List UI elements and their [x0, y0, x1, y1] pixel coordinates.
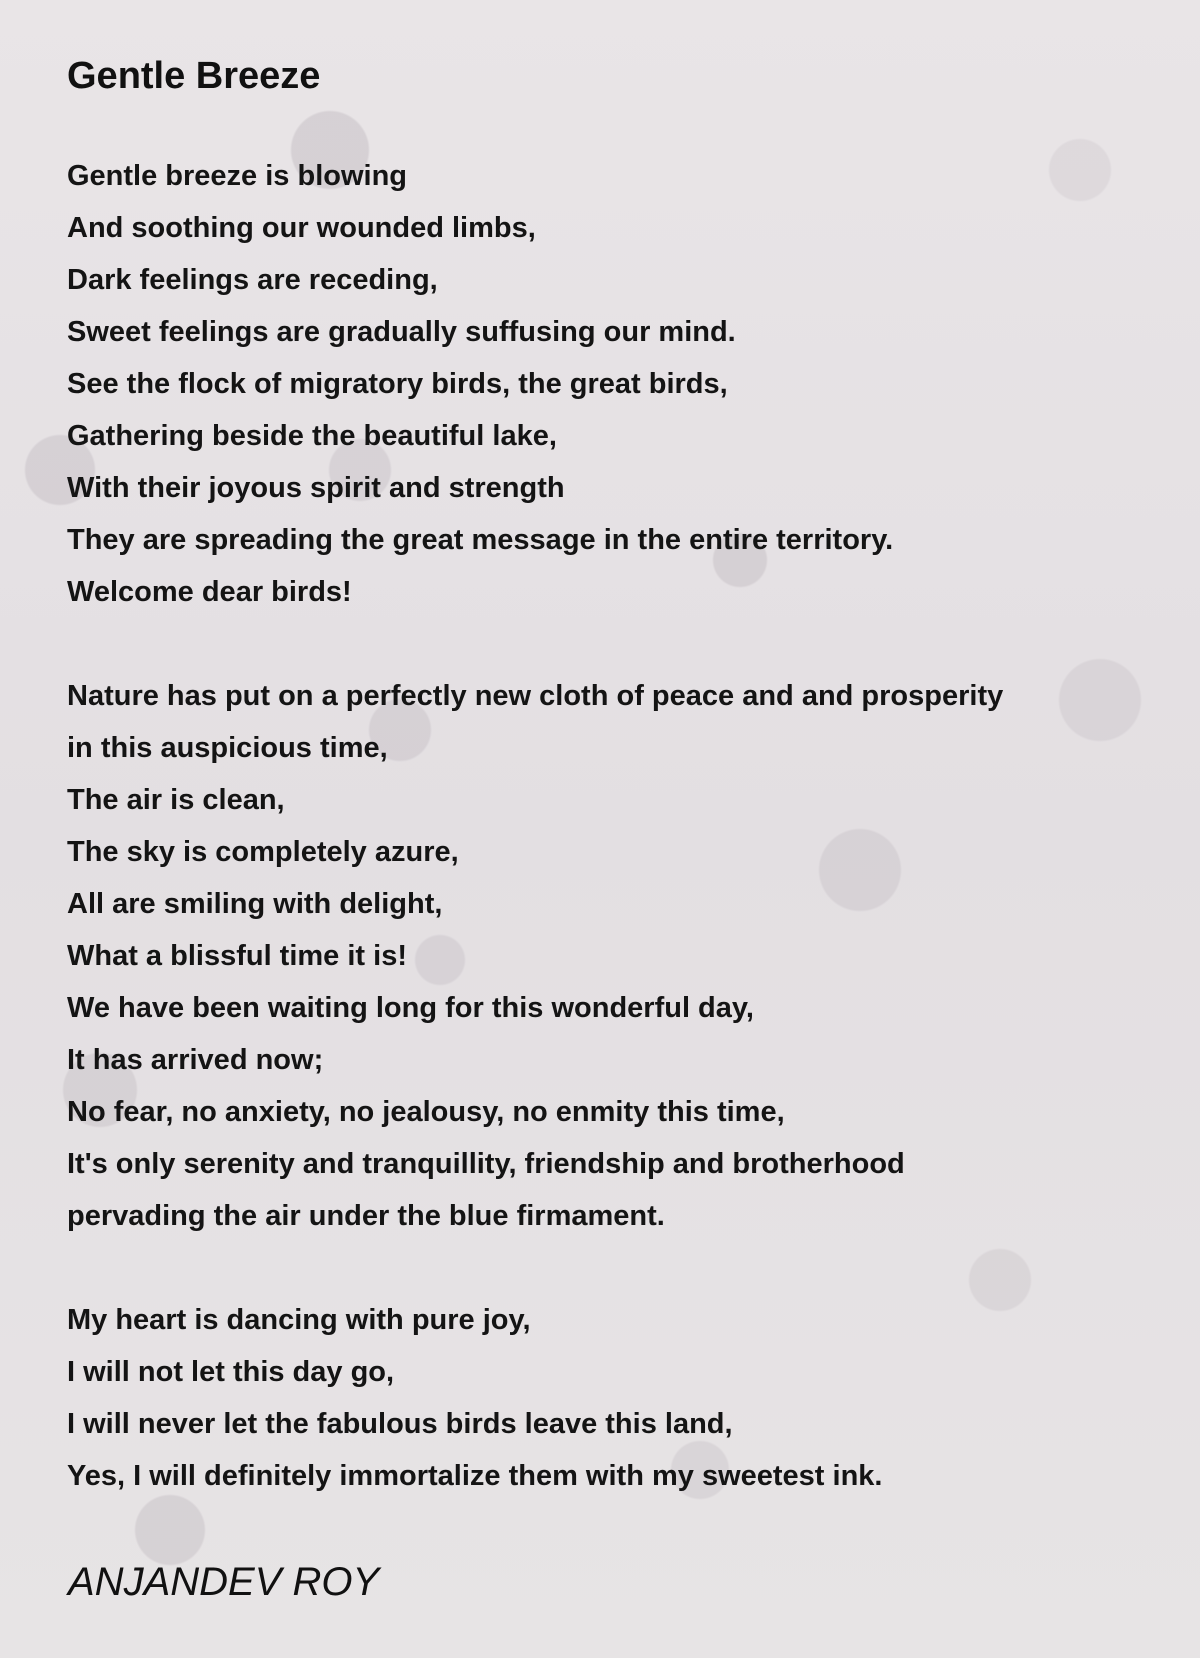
poem-line: It's only serenity and tranquillity, friendship and brotherhood — [67, 1148, 905, 1180]
poem-line: The air is clean, — [67, 784, 285, 816]
poem-line: Welcome dear birds! — [67, 576, 352, 608]
poem-body — [67, 150, 1167, 1554]
poem-line: See the flock of migratory birds, the great birds, — [67, 368, 728, 400]
poem-line: We have been waiting long for this wonderful day, — [67, 992, 754, 1024]
poem-line: Yes, I will definitely immortalize them with my sweetest ink. — [67, 1460, 883, 1492]
poem-line: pervading the air under the blue firmament. — [67, 1200, 665, 1232]
poem-line: The sky is completely azure, — [67, 836, 459, 868]
poem-line: All are smiling with delight, — [67, 888, 443, 920]
poem-line: Gathering beside the beautiful lake, — [67, 420, 557, 452]
poem-line: I will not let this day go, — [67, 1356, 395, 1388]
poem-line: I will never let the fabulous birds leave this land, — [67, 1408, 733, 1440]
poem-line: And soothing our wounded limbs, — [67, 212, 536, 244]
poem-line: Sweet feelings are gradually suffusing our mind. — [67, 316, 736, 348]
poem-line: in this auspicious time, — [67, 732, 388, 764]
poem-line: What a blissful time it is! — [67, 940, 407, 972]
poem-line: No fear, no anxiety, no jealousy, no enmity this time, — [67, 1096, 785, 1128]
poem-line: They are spreading the great message in the entire territory. — [67, 524, 894, 556]
poem-line: Dark feelings are receding, — [67, 264, 438, 296]
stanza-2 — [67, 670, 1167, 1242]
stanza-3 — [67, 1294, 1167, 1502]
poem-line: It has arrived now; — [67, 1044, 324, 1076]
poem-line: My heart is dancing with pure joy, — [67, 1304, 531, 1336]
poem-line: Gentle breeze is blowing — [67, 160, 408, 192]
poem-line: With their joyous spirit and strength — [67, 472, 565, 504]
poem-author: ANJANDEV ROY — [68, 1560, 380, 1604]
stanza-1 — [67, 150, 1167, 618]
poem-title: Gentle Breeze — [67, 55, 321, 97]
poem-line: Nature has put on a perfectly new cloth of peace and and prosperity — [67, 680, 1004, 712]
